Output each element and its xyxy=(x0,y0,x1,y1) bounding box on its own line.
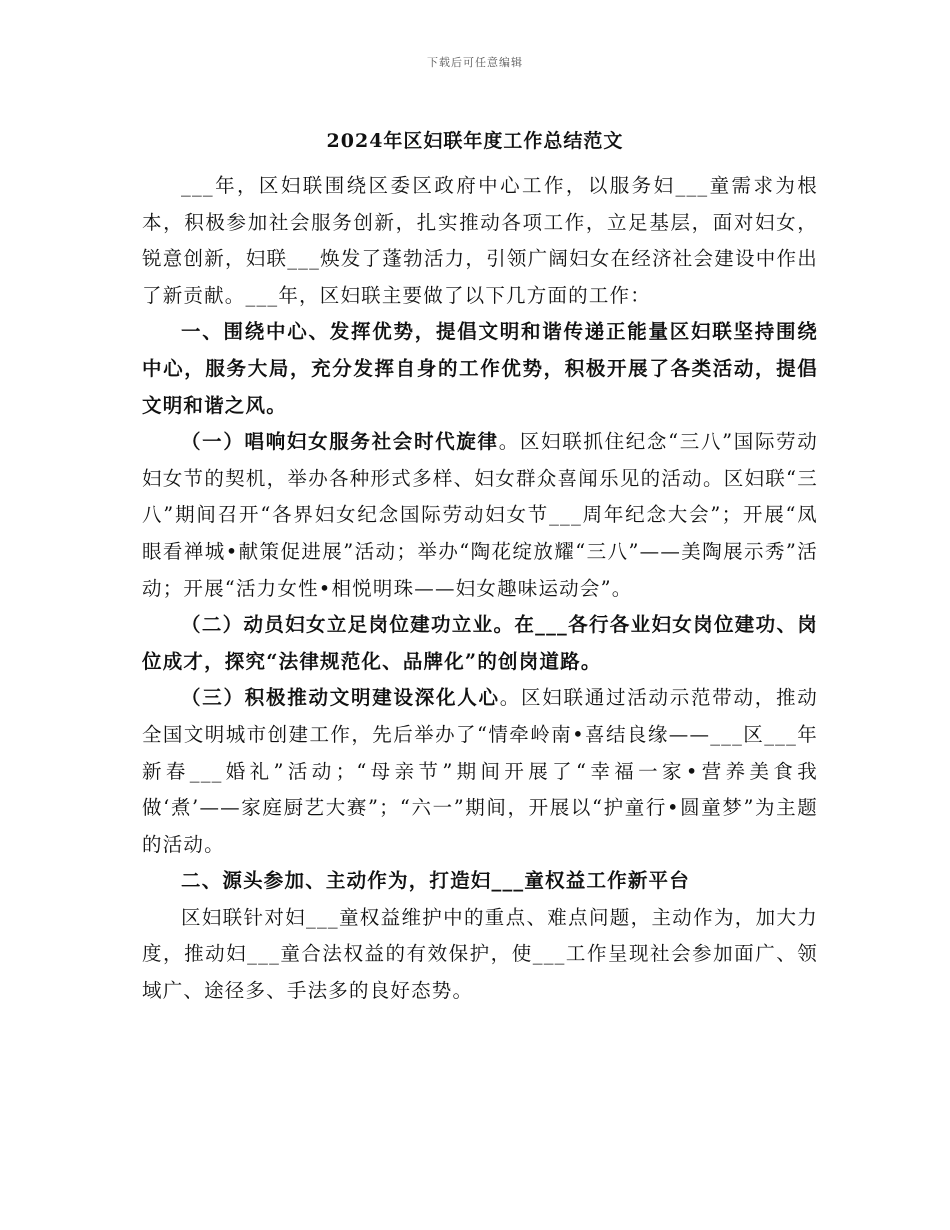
item-1-paragraph xyxy=(142,424,818,607)
page-title: 2024年区妇联年度工作总结范文 xyxy=(326,130,624,152)
header-note: 下载后可任意编辑 xyxy=(427,56,523,69)
section-1-paragraph: 一、围绕中心、发挥优势，提倡文明和谐传递正能量区妇联坚持围绕中心，服务大局，充分发挥自身的工作优势，积极开展了各类活动，提倡文明和谐之风。 xyxy=(142,320,818,417)
item-3-paragraph xyxy=(142,680,818,863)
item-3-body: 。区妇联通过活动示范带动，推动全国文明城市创建工作，先后举办了“情牵岭南•喜结良缘——___区___年新春___婚礼”活动；“母亲节”期间开展了“幸福一家•营养美食我做‘煮’——家庭厨艺大赛”；“六一”期间，开展以“护童行•圆童梦”为主题的活动。 xyxy=(142,686,818,856)
section-2-heading: 二、源头参加、主动作为，打造妇___童权益工作新平台 xyxy=(181,869,690,893)
document-body xyxy=(142,168,818,1010)
item-2-paragraph: （二）动员妇女立足岗位建功立业。在___各行各业妇女岗位建功、岗位成才，探究“法律规范化、品牌化”的创岗道路。 xyxy=(142,613,818,673)
item-3-lead: （三）积极推动文明建设深化人心 xyxy=(181,686,500,710)
intro-paragraph: ___年，区妇联围绕区委区政府中心工作，以服务妇___童需求为根本，积极参加社会服务创新，扎实推动各项工作，立足基层，面对妇女，锐意创新，妇联___焕发了蓬勃活力，引领广阔妇女在经济社会建设中作出了新贡献。___年，区妇联主要做了以下几方面的工作： xyxy=(142,174,818,307)
item-1-lead: （一）唱响妇女服务社会时代旋律 xyxy=(181,430,499,454)
item-1-body: 。区妇联抓住纪念“三八”国际劳动妇女节的契机，举办各种形式多样、妇女群众喜闻乐见的活动。区妇联“三八”期间召开“各界妇女纪念国际劳动妇女节___周年纪念大会”；开展“凤眼看禅城•献策促进展”活动；举办“陶花绽放耀“三八”——美陶展示秀”活动；开展“活力女性•相悦明珠——妇女趣味运动会”。 xyxy=(142,430,818,600)
last-paragraph: 区妇联针对妇___童权益维护中的重点、难点问题，主动作为，加大力度，推动妇___童合法权益的有效保护，使___工作呈现社会参加面广、领域广、途径多、手法多的良好态势。 xyxy=(142,905,818,1003)
